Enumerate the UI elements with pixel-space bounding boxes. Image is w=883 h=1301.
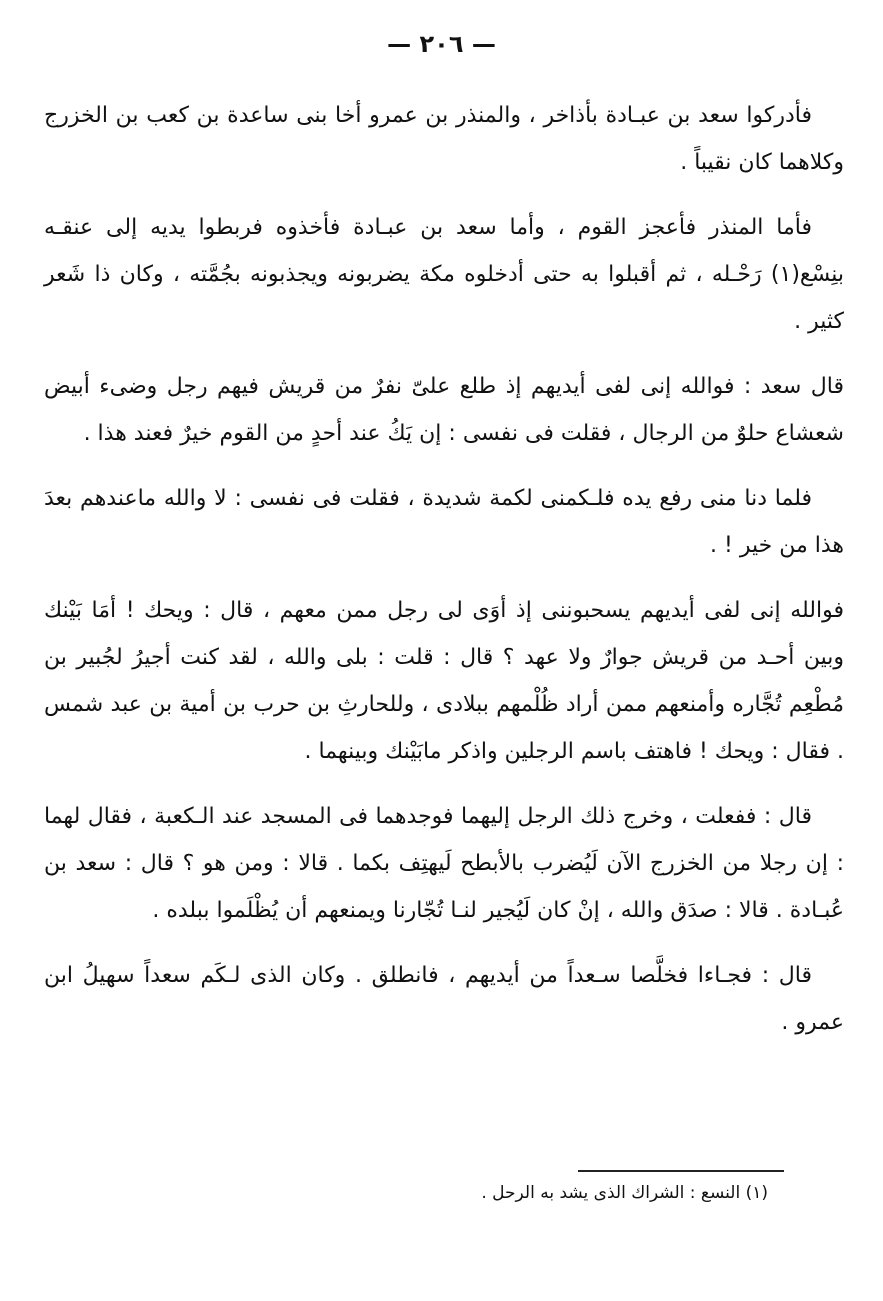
- page-number: — ٢٠٦ —: [387, 30, 496, 58]
- paragraph: قال سعد : فوالله إنى لفى أيديهم إذ طلع علىّ نفرٌ من قريش فيهم رجل وضىء أبيض شعشاع حلوٌ من الرجال ، فقلت فى نفسى : إن يَكُ عند أحدٍ من القوم خيرٌ فعند هذا .: [44, 374, 844, 446]
- paragraph: قال : ففعلت ، وخرج ذلك الرجل إليهما فوجدهما فى المسجد عند الـكعبة ، فقال لهما : إن رجلا من الخزرج الآن لَيُضرب بالأبطح لَيهتِف بكما . قالا : ومن هو ؟ قال : سعد بن عُبـادة . قالا : صدَق والله ، إنْ كان لَيُجير لنـا تُجّارنا ويمنعهم أن يُظْلَموا ببلده .: [44, 804, 844, 923]
- paragraph: فأدركوا سعد بن عبـادة بأذاخر ، والمنذر بن عمرو أخا بنى ساعدة بن كعب بن الخزرج وكلاهما كان نقيباً .: [44, 103, 844, 175]
- footnote: (١) النسع : الشراك الذى يشد به الرحل .: [481, 1183, 768, 1203]
- paragraph: فأما المنذر فأعجز القوم ، وأما سعد بن عبـادة فأخذوه فربطوا يديه إلى عنقـه بنِسْع(١) رَحْـله ، ثم أقبلوا به حتى أدخلوه مكة يضربونه ويجذبونه بجُمَّته ، وكان ذا شَعر كثير .: [44, 215, 844, 334]
- paragraph: فوالله إنى لفى أيديهم يسحبوننى إذ أوَى لى رجل ممن معهم ، قال : ويحك ! أمَا بَيْنك وبين أحـد من قريش جوارٌ ولا عهد ؟ قال : قلت : بلى والله ، لقد كنت أجيرُ لجُبير بن مُطْعِم تُجَّاره وأمنعهم ممن أراد ظُلْمهم ببلادى ، وللحارثِ بن حرب بن أمية بن عبد شمس . فقال : ويحك ! فاهتف باسم الرجلين واذكر مابَيْنك وبينهما .: [44, 598, 844, 764]
- paragraph: فلما دنا منى رفع يده فلـكمنى لكمة شديدة ، فقلت فى نفسى : لا والله ماعندهم بعدَ هذا من خير ! .: [44, 486, 844, 558]
- footnote-divider: [578, 1170, 784, 1172]
- paragraph: قال : فجـاءا فخلَّصا سـعداً من أيديهم ، فانطلق . وكان الذى لـكَم سعداً سهيلُ ابن عمرو .: [44, 963, 844, 1035]
- body-text: [44, 92, 844, 1064]
